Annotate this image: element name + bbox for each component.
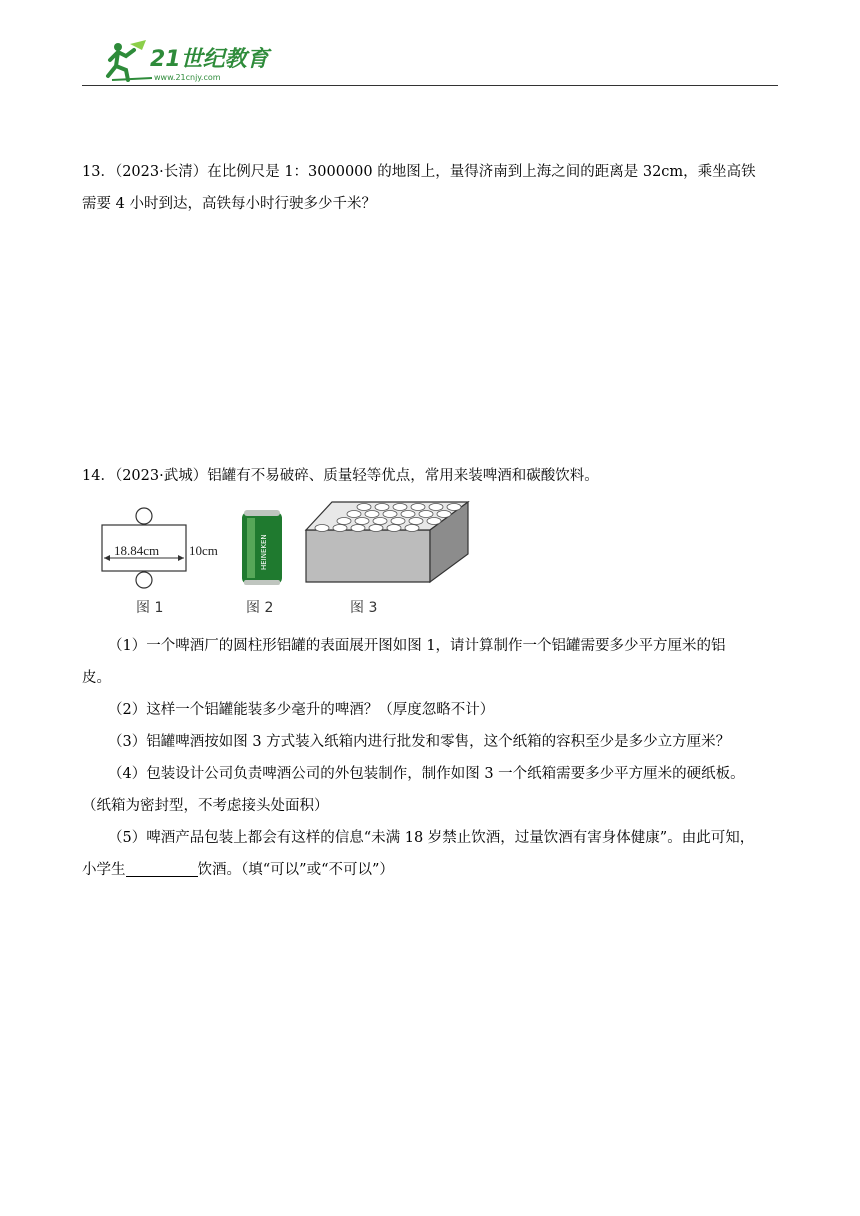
part-4-line-2: （纸箱为密封型，不考虑接头处面积） (82, 798, 329, 814)
figure-1-net (102, 508, 218, 588)
logo-url: www.21cnjy.com (154, 73, 221, 82)
figure-2-can-label: HEINEKEN (260, 534, 268, 570)
question-14-parts (82, 630, 782, 886)
figure-1-width-label: 18.84cm (114, 543, 160, 558)
header-divider (82, 85, 778, 86)
question-13-line-2: 需要 4 小时到达，高铁每小时行驶多少千米？ (82, 196, 376, 212)
part-2: （2）这样一个铝罐能装多少毫升的啤酒？（厚度忽略不计） (108, 702, 495, 718)
figure-2-caption: 图 2 (246, 600, 274, 616)
question-14-intro: 14．（2023·武城）铝罐有不易破碎、质量轻等优点，常用来装啤酒和碳酸饮料。 (82, 468, 599, 484)
figure-3-caption: 图 3 (350, 600, 378, 616)
part-1-line-1: （1）一个啤酒厂的圆柱形铝罐的表面展开图如图 1，请计算制作一个铝罐需要多少平方厘米的铝 (108, 638, 726, 654)
figure-1-caption: 图 1 (136, 600, 164, 616)
figure-3-box (306, 502, 468, 582)
question-14-figure (96, 500, 476, 622)
logo (104, 38, 274, 84)
part-5-line-1: （5）啤酒产品包装上都会有这样的信息“未满 18 岁禁止饮酒，过量饮酒有害身体健康”。由此可知， (108, 830, 755, 846)
figure-2-can (242, 510, 282, 585)
part-5-suffix: 饮酒。（填“可以”或“不可以”） (197, 862, 394, 878)
logo-text: 21世纪教育 (150, 47, 269, 72)
question-13-line-1: 13．（2023·长清）在比例尺是 1：3000000 的地图上，量得济南到上海之间的距离是 32cm，乘坐高铁 (82, 164, 756, 180)
part-5-prefix: 小学生 (82, 862, 126, 878)
part-1-line-2: 皮。 (82, 670, 111, 686)
page-header (82, 38, 778, 88)
runner-icon (108, 40, 146, 80)
part-5-line-2 (82, 854, 782, 886)
question-13 (82, 156, 782, 220)
part-4-line-1: （4）包装设计公司负责啤酒公司的外包装制作，制作如图 3 一个纸箱需要多少平方厘米的硬纸板。 (108, 766, 745, 782)
question-14 (82, 460, 782, 492)
part-3: （3）铝罐啤酒按如图 3 方式装入纸箱内进行批发和零售，这个纸箱的容积至少是多少立方厘米？ (108, 734, 731, 750)
figure-1-height-label: 10cm (189, 543, 218, 558)
answer-blank[interactable] (126, 858, 198, 877)
